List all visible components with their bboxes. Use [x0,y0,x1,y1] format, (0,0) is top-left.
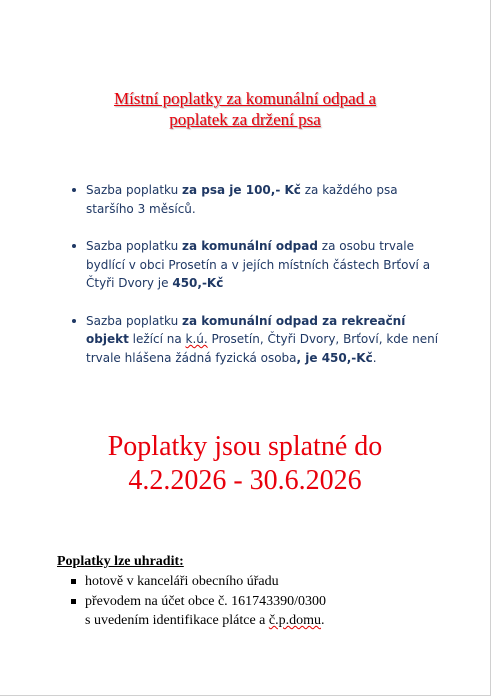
fee-item-dog [60,181,440,218]
due-line-1: Poplatky jsou splatné do [107,431,383,462]
payment-section [57,552,457,631]
fee-text: . [372,350,377,365]
spellcheck-word: k.ú. [185,332,208,346]
fee-amount: 450,-Kč [172,276,224,290]
payment-options [57,572,457,631]
fee-text: Sazba poplatku [86,183,183,197]
document-title [40,88,450,130]
fee-text: za osobu trvale bydlící v obci Prosetín a v jejích místních částech Brťoví a Čtyři Dvory je [86,239,431,290]
fee-text: Prosetín, Čtyři Dvory, Brťoví, kde není trvale hlášena žádná fyzická osoba [86,332,439,365]
spellcheck-word: č.p.domu [268,613,321,628]
payment-option-text: s uvedením identifikace plátce a [85,613,269,628]
fee-amount: , je 450,-Kč [296,350,373,365]
title-line-2: poplatek za držení psa [169,110,321,129]
fee-text: za každého psa staršího 3 měsíců. [86,183,398,216]
bullet-dot-icon [72,319,76,323]
fee-text: Sazba poplatku [86,313,183,328]
fee-list [60,181,440,367]
due-date-notice [40,430,450,498]
payment-option-text: hotově v kanceláři obecního úřadu [85,574,279,589]
square-bullet-icon [71,579,76,584]
bullet-dot-icon [72,188,76,192]
fee-subject: za komunální odpad za rekreační objekt [86,313,406,346]
square-bullet-icon [71,599,76,604]
title-line-1: Místní poplatky za komunální odpad a [113,89,377,108]
fee-amount: za psa je 100,- Kč [182,183,301,197]
fee-item-waste-recreational [60,312,440,368]
fee-item-waste-resident [60,237,440,293]
bullet-dot-icon [72,244,76,248]
fee-text: Sazba poplatku [86,239,183,253]
payment-option-cash [57,572,457,592]
payment-option-text: . [320,613,325,628]
payment-option-text: převodem na účet obce č. 161743390/0300 [85,593,327,609]
payment-heading: Poplatky lze uhradit: [57,554,184,569]
due-line-2: 4.2.2026 - 30.6.2026 [128,465,362,496]
fee-subject: za komunální odpad [182,239,318,253]
fee-text: ležící na [128,332,186,346]
payment-option-transfer [57,592,457,631]
